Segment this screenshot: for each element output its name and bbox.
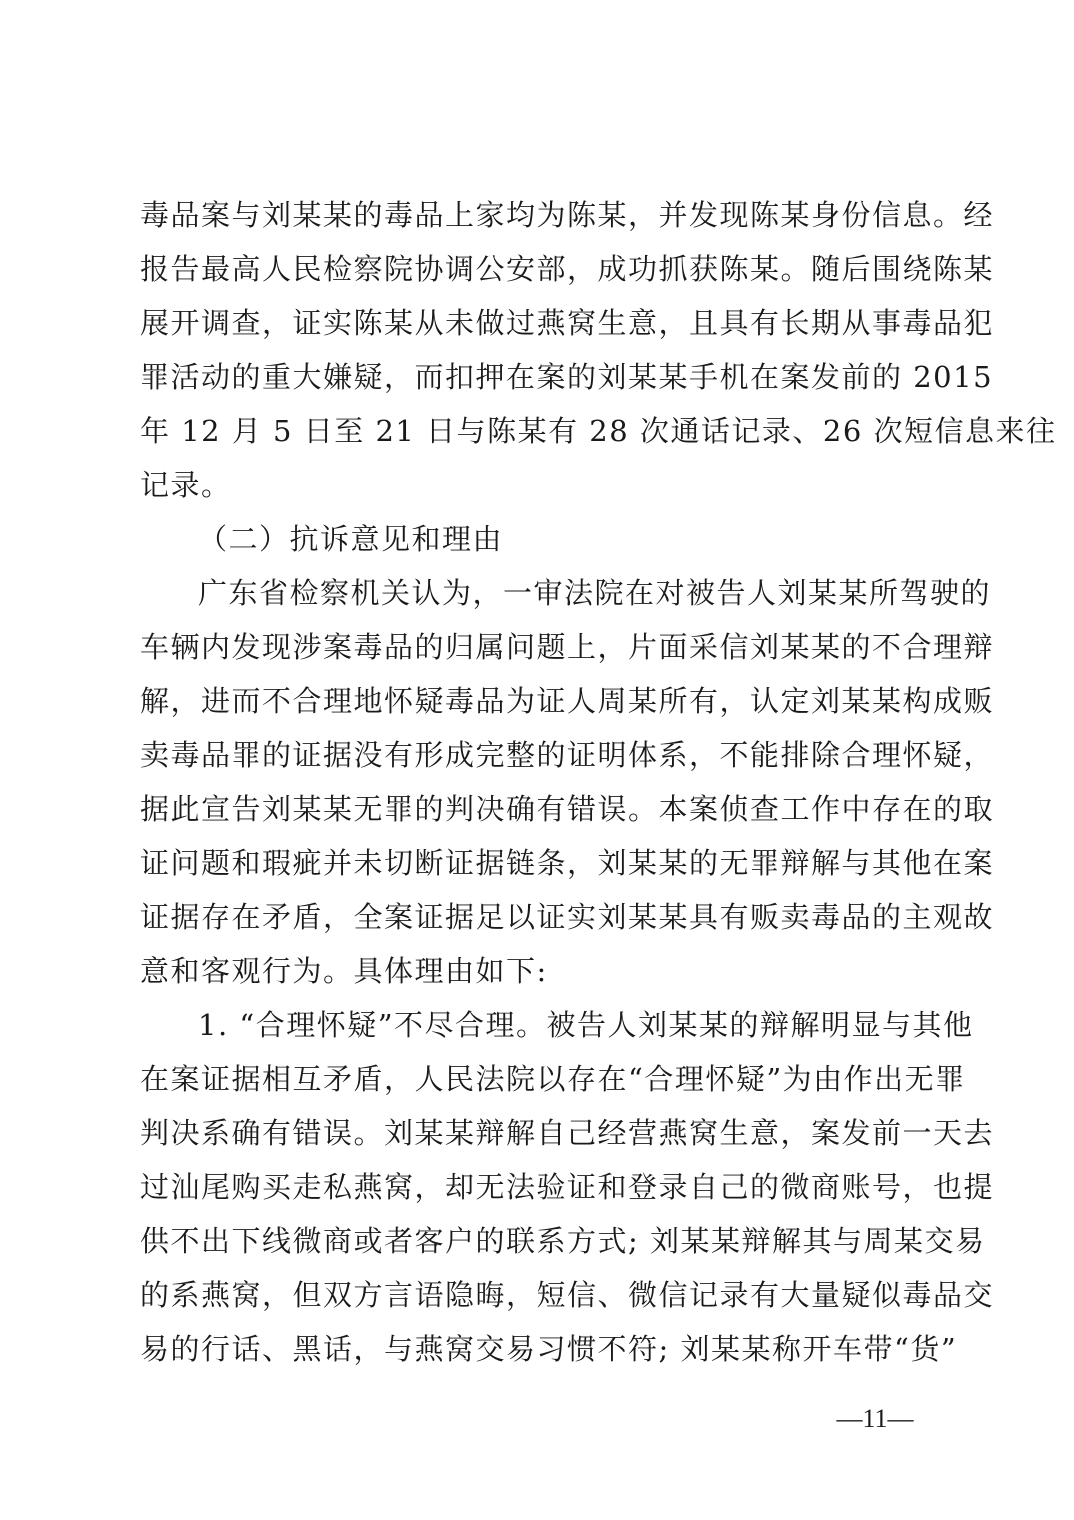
- text-line: 1. “合理怀疑”不尽合理。被告人刘某某的辩解明显与其他: [198, 1008, 974, 1042]
- text-line: 过汕尾购买走私燕窝，却无法验证和登录自己的微商账号，也提: [140, 1170, 995, 1204]
- text-line: 毒品案与刘某某的毒品上家均为陈某，并发现陈某身份信息。经: [140, 198, 995, 232]
- text-line: 解，进而不合理地怀疑毒品为证人周某所有，认定刘某某构成贩: [140, 684, 995, 718]
- text-line: 记录。: [140, 468, 232, 502]
- text-line: 判决系确有错误。刘某某辩解自己经营燕窝生意，案发前一天去: [140, 1116, 995, 1150]
- text-line: 易的行话、黑话，与燕窝交易习惯不符; 刘某某称开车带“货”: [140, 1332, 958, 1366]
- text-line: 车辆内发现涉案毒品的归属问题上，片面采信刘某某的不合理辩: [140, 630, 995, 664]
- text-line: 意和客观行为。具体理由如下:: [140, 954, 548, 988]
- text-line: 广东省检察机关认为，一审法院在对被告人刘某某所驾驶的: [198, 576, 992, 610]
- page-number: —11—: [836, 1404, 914, 1433]
- body-text: [140, 188, 1057, 1376]
- text-line: （二）抗诉意见和理由: [198, 522, 504, 556]
- text-line: 年 12 月 5 日至 21 日与陈某有 28 次通话记录、26 次短信息来往: [140, 414, 1057, 448]
- text-line: 据此宣告刘某某无罪的判决确有错误。本案侦查工作中存在的取: [140, 792, 995, 826]
- text-line: 在案证据相互矛盾，人民法院以存在“合理怀疑”为由作出无罪: [140, 1062, 966, 1096]
- text-line: 的系燕窝，但双方言语隐晦，短信、微信记录有大量疑似毒品交: [140, 1278, 995, 1312]
- text-line: 罪活动的重大嫌疑，而扣押在案的刘某某手机在案发前的 2015: [140, 360, 994, 394]
- text-line: 展开调查，证实陈某从未做过燕窝生意，且具有长期从事毒品犯: [140, 306, 995, 340]
- text-line: 供不出下线微商或者客户的联系方式; 刘某某辩解其与周某交易: [140, 1224, 986, 1258]
- text-line: 证据存在矛盾，全案证据足以证实刘某某具有贩卖毒品的主观故: [140, 900, 995, 934]
- text-line: 证问题和瑕疵并未切断证据链条，刘某某的无罪辩解与其他在案: [140, 846, 995, 880]
- text-line: 报告最高人民检察院协调公安部，成功抓获陈某。随后围绕陈某: [140, 252, 995, 286]
- text-line: 卖毒品罪的证据没有形成完整的证明体系，不能排除合理怀疑，: [140, 738, 995, 772]
